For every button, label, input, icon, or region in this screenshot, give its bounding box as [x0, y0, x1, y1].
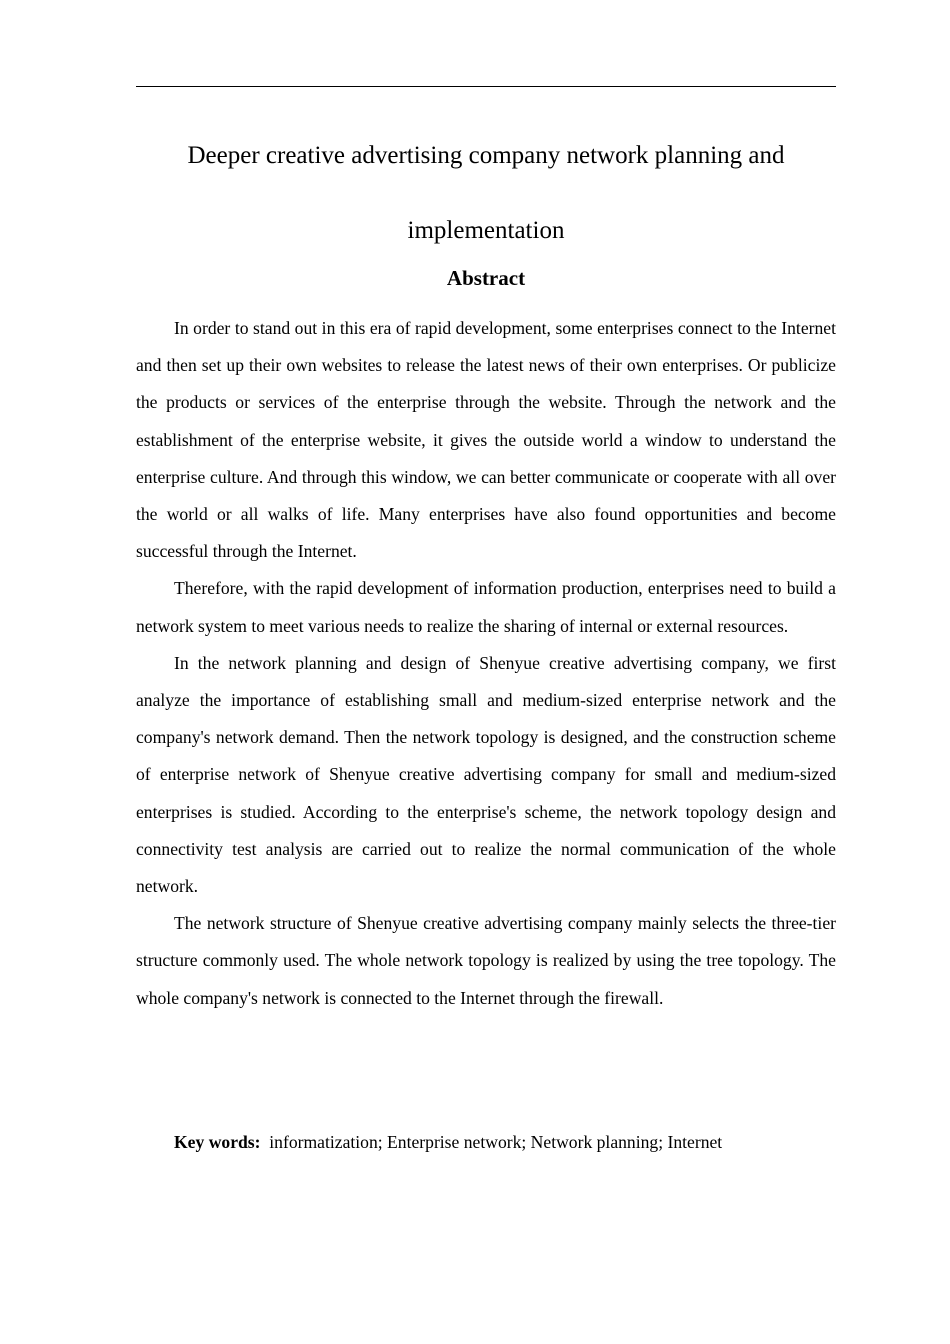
keywords-line [136, 1124, 836, 1161]
keywords-text: informatization; Enterprise network; Network planning; Internet [269, 1132, 723, 1152]
header-rule [136, 86, 836, 87]
abstract-paragraph-2: Therefore, with the rapid development of information production, enterprises need to build a network system to meet various needs to realize the sharing of internal or external resources. [136, 578, 836, 636]
abstract-paragraph-3: In the network planning and design of Shenyue creative advertising company, we first analyze the importance of establishing small and medium-sized enterprise network and the company's network demand. Then the network topology is designed, and the construction scheme of enterprise network of Shenyue creative advertising company for small and medium-sized enterprises is studied. According to the enterprise's scheme, the network topology design and connectivity test analysis are carried out to realize the normal communication of the whole network. [136, 652, 836, 897]
abstract-body [136, 310, 836, 1017]
abstract-paragraph-1: In order to stand out in this era of rapid development, some enterprises connect to the Internet and then set up their own websites to release the latest news of their own enterprises. Or publicize the products or services of the enterprise through the website. Through the network and the establishment of the enterprise website, it gives the outside world a window to understand the enterprise culture. And through this window, we can better communicate or cooperate with all over the world or all walks of life. Many enterprises have also found opportunities and become successful through the Internet. [136, 318, 836, 562]
keywords-label: Key words: [174, 1132, 261, 1152]
abstract-paragraph-4: The network structure of Shenyue creative advertising company mainly selects the three-tier structure commonly used. The whole network topology is realized by using the tree topology. The whole company's network is connected to the Internet through the firewall. [136, 913, 836, 1008]
document-title [136, 118, 836, 268]
abstract-heading: Abstract [446, 266, 526, 290]
title-line-2: implementation [407, 217, 565, 244]
title-line-1: Deeper creative advertising company network planning and [187, 142, 785, 169]
